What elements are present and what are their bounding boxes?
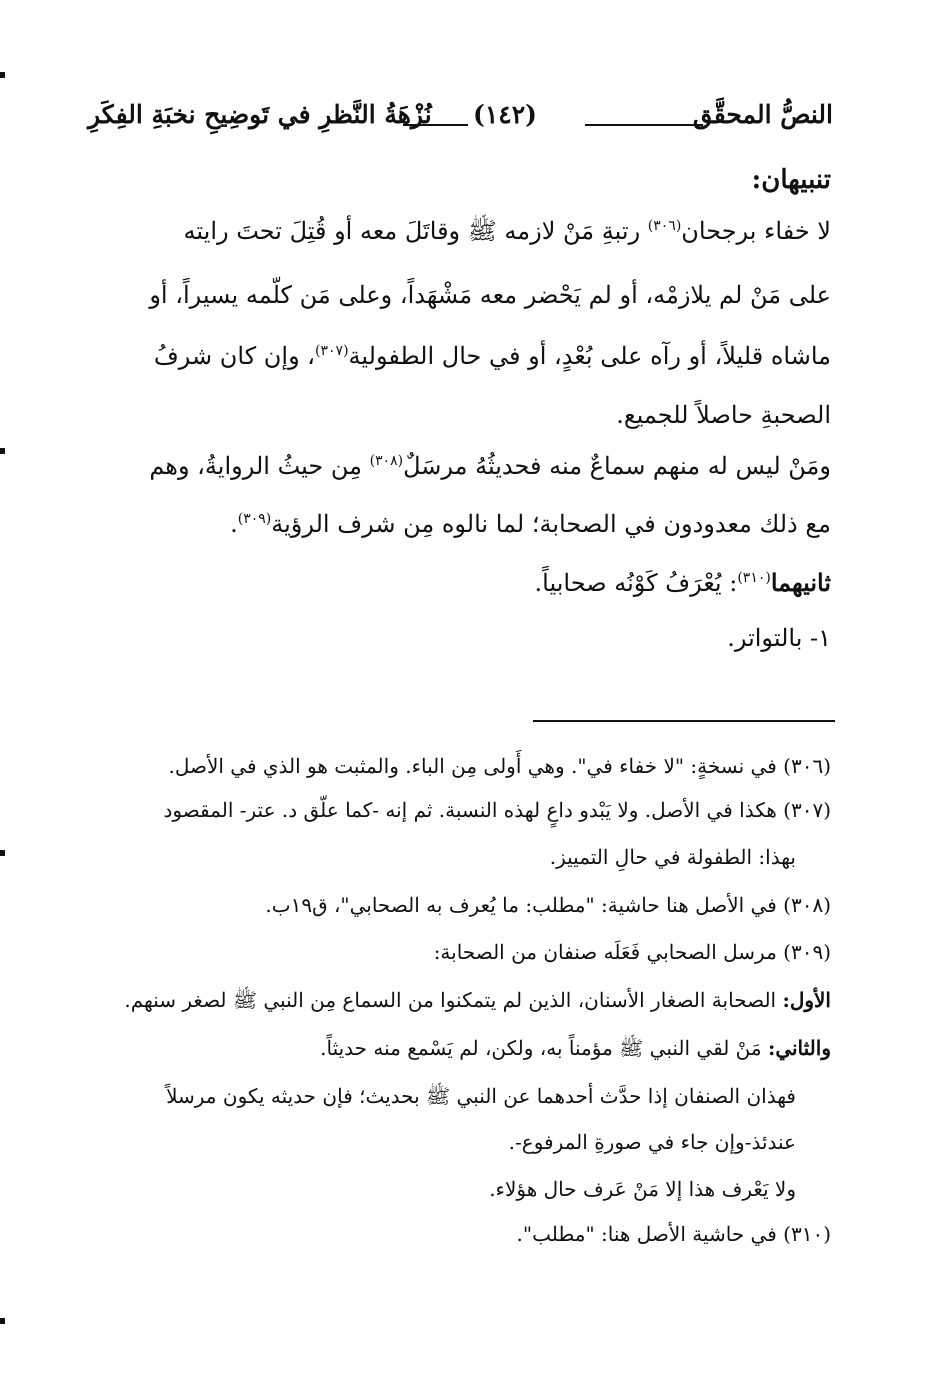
- scan-mark: [0, 1318, 5, 1324]
- footnote-309-second: والثاني: مَنْ لقي النبي ﷺ مؤمناً به، ولكن، لم يَسْمع منه حديثاً.: [320, 1036, 831, 1060]
- footnote-306: (٣٠٦) في نسخةٍ: "لا خفاء في". وهي أَولى مِن الباء. والمثبت هو الذي في الأصل.: [168, 754, 831, 778]
- footnote-ref[interactable]: (٣١٠): [737, 570, 771, 586]
- scan-mark: [0, 72, 5, 78]
- footnote-309-first: الأول: الصحابة الصغار الأسنان، الذين لم يتمكنوا من السماع مِن النبي ﷺ لصغر سنهم.: [124, 988, 831, 1012]
- scan-mark: [0, 448, 5, 454]
- footnote-308: (٣٠٨) في الأصل هنا حاشية: "مطلب: ما يُعرف به الصحابي"، ق١٩ب.: [265, 893, 831, 917]
- body-line: ثانيهما$^{(٣١٠)}$: يُعْرَفُ كَوْنُه صحابياً.: [534, 568, 831, 597]
- footnote-309: (٣٠٩) مرسل الصحابي فَعَلَه صنفان من الصحابة:: [433, 940, 831, 964]
- header-rule: [403, 124, 468, 126]
- footnote-ref[interactable]: (٣٠٨): [369, 453, 404, 469]
- page-number: (١٤٢): [473, 100, 537, 129]
- running-header: [88, 100, 833, 140]
- footnote-ref[interactable]: (٣٠٧): [315, 343, 349, 359]
- header-book-title: نُزْهَةُ النَّظرِ في تَوضِيحِ نخبَةِ الفِكَرِ: [88, 100, 432, 129]
- footnote-ref[interactable]: (٣٠٩): [237, 511, 272, 527]
- footnote-307: (٣٠٧) هكذا في الأصل. ولا يَبْدو داعٍ لهذه النسبة. ثم إنه -كما علّق د. عتر- المقصود: [163, 798, 831, 822]
- footnote-309-para: عندئذ-وإن جاء في صورةِ المرفوع-.: [508, 1130, 796, 1154]
- footnote-ref[interactable]: (٣٠٦): [647, 218, 682, 234]
- scan-mark: [0, 850, 5, 856]
- section-title: تنبيهان:: [751, 165, 831, 195]
- footnote-309-para: فهذان الصنفان إذا حدَّث أحدهما عن النبي ﷺ بحديث؛ فإن حديثه يكون مرسلاً: [166, 1084, 796, 1108]
- body-line: مع ذلك معدودون في الصحابة؛ لما نالوه مِن شرف الرؤية$^{(٣٠٩)}$.: [230, 510, 831, 538]
- footnote-307-continued: بهذا: الطفولة في حالِ التمييز.: [549, 845, 796, 869]
- header-section-title: النصُّ المحقَّق: [692, 100, 833, 129]
- footnote-309-para: ولا يَعْرف هذا إلا مَنْ عَرف حال هؤلاء.: [489, 1177, 796, 1201]
- footnote-310: (٣١٠) في حاشية الأصل هنا: "مطلب".: [516, 1222, 831, 1246]
- list-item: ١- بالتواتر.: [727, 624, 831, 652]
- body-line: ومَنْ ليس له منهم سماعٌ منه فحديثُهُ مرسَلٌ$^{(٣٠٨)}$ مِن حيثُ الروايةُ، وهم: [149, 452, 831, 480]
- body-line: الصحبةِ حاصلاً للجميع.: [616, 401, 831, 429]
- footnote-divider: [533, 720, 835, 722]
- header-rule: [585, 124, 703, 126]
- body-line: ماشاه قليلاً، أو رآه على بُعْدٍ، أو في حال الطفولية$^{(٣٠٧)}$، وإن كان شرفُ: [153, 342, 831, 370]
- body-line: على مَنْ لم يلازمْه، أو لم يَحْضر معه مَشْهَداً، وعلى مَن كلّمه يسيراً، أو: [149, 281, 831, 309]
- body-line: لا خفاء برجحان$^{(٣٠٦)}$ رتبةِ مَنْ لازمه ﷺ وقاتَلَ معه أو قُتِلَ تحتَ رايته: [183, 217, 831, 245]
